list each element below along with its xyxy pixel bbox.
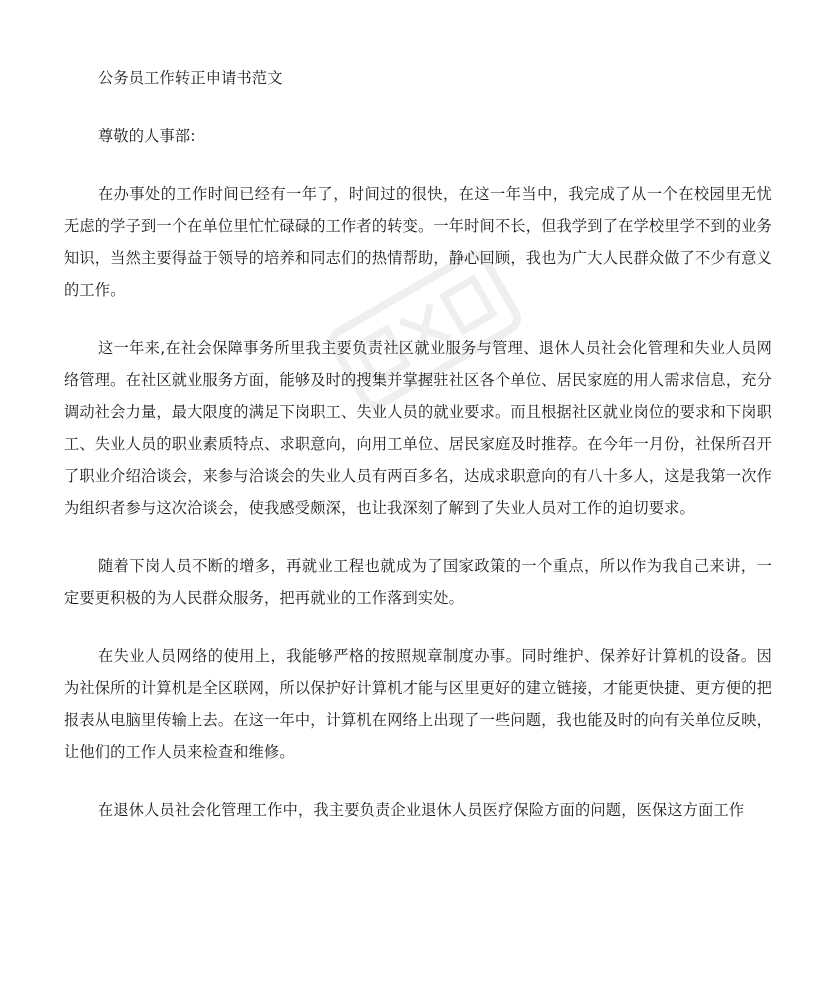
paragraph-4: 在失业人员网络的使用上，我能够严格的按照规章制度办事。同时维护、保养好计算机的设备。因为社保所的计算机是全区联网，所以保护好计算机才能与区里更好的建立链接，才能更快捷、更方便的把报表从电脑里传输上去。在这一年中，计算机在网络上出现了一些问题，我也能及时的向有关单位反映，让他们的工作人员来检查和维修。: [64, 647, 772, 761]
salutation: 尊敬的人事部:: [98, 127, 196, 145]
paragraph-3: 随着下岗人员不断的增多，再就业工程也就成为了国家政策的一个重点，所以作为我自己来讲，一定要更积极的为人民群众服务，把再就业的工作落到实处。: [64, 557, 772, 607]
document-page: [64, 62, 772, 826]
paragraph-1: 在办事处的工作时间已经有一年了，时间过的很快，在这一年当中，我完成了从一个在校园里无忧无虑的学子到一个在单位里忙忙碌碌的工作者的转变。一年时间不长，但我学到了在学校里学不到的业务知识，当然主要得益于领导的培养和同志们的热情帮助，静心回顾，我也为广大人民群众做了不少有意义的工作。: [64, 185, 772, 299]
document-title: 公务员工作转正申请书范文: [98, 69, 283, 87]
paragraph-2: 这一年来,在社会保障事务所里我主要负责社区就业服务与管理、退休人员社会化管理和失业人员网络管理。在社区就业服务方面，能够及时的搜集并掌握驻社区各个单位、居民家庭的用人需求信息，充分调动社会力量，最大限度的满足下岗职工、失业人员的就业要求。而且根据社区就业岗位的要求和下岗职工、失业人员的职业素质特点、求职意向，向用工单位、居民家庭及时推荐。在今年一月份，社保所召开了职业介绍洽谈会，来参与洽谈会的失业人员有两百多名，达成求职意向的有八十多人，这是我第一次作为组织者参与这次洽谈会，使我感受颇深，也让我深刻了解到了失业人员对工作的迫切要求。: [64, 339, 772, 517]
paragraph-5: 在退休人员社会化管理工作中，我主要负责企业退休人员医疗保险方面的问题，医保这方面工作: [98, 801, 745, 819]
